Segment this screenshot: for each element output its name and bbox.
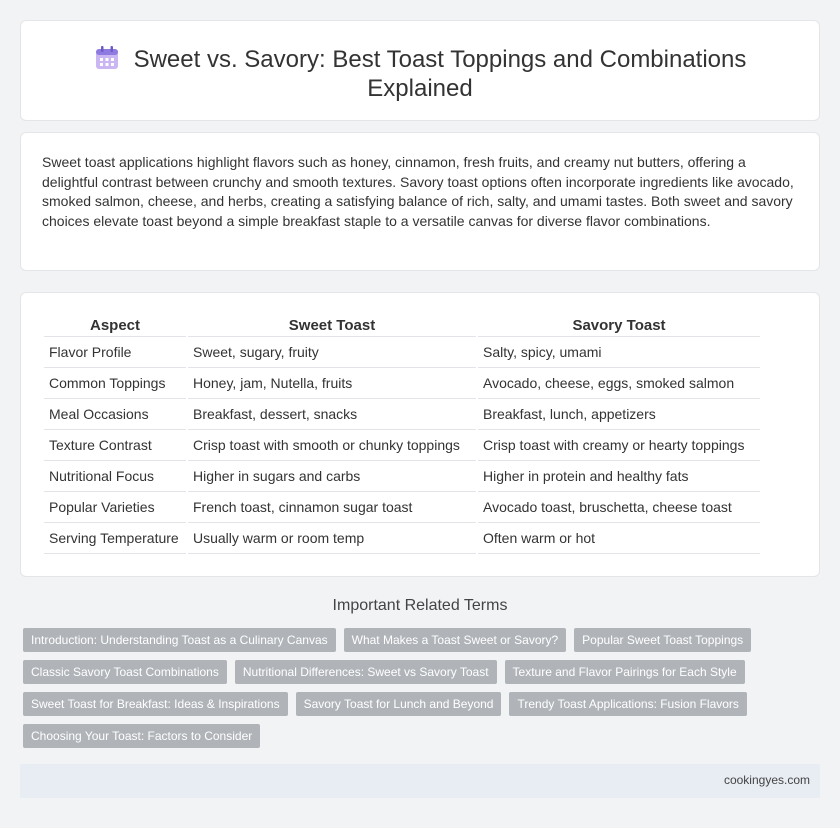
cell-savory: Often warm or hot bbox=[478, 523, 760, 554]
table-row bbox=[44, 368, 760, 399]
cell-aspect: Popular Varieties bbox=[44, 492, 186, 523]
cell-savory: Crisp toast with creamy or hearty toppings bbox=[478, 430, 760, 461]
tag-row bbox=[23, 692, 823, 716]
cell-aspect: Meal Occasions bbox=[44, 399, 186, 430]
related-term-tag[interactable]: What Makes a Toast Sweet or Savory? bbox=[344, 628, 567, 652]
cell-aspect: Flavor Profile bbox=[44, 337, 186, 368]
page-title-line2: Explained bbox=[367, 75, 473, 102]
related-term-tag[interactable]: Sweet Toast for Breakfast: Ideas & Inspirations bbox=[23, 692, 288, 716]
related-term-tag[interactable]: Texture and Flavor Pairings for Each Style bbox=[505, 660, 745, 684]
related-term-tag[interactable]: Nutritional Differences: Sweet vs Savory Toast bbox=[235, 660, 497, 684]
intro-paragraph: Sweet toast applications highlight flavors such as honey, cinnamon, fresh fruits, and creamy nut butters, offering a delightful contrast between crunchy and smooth textures. Savory toast options often incorporate ingredients like avocado, smoked salmon, cheese, and herbs, creating a satisfying balance of rich, salty, and umami tastes. Both sweet and savory choices elevate toast beyond a simple breakfast staple to a versatile canvas for diverse flavor combinations. bbox=[42, 154, 794, 229]
page-title bbox=[21, 45, 819, 103]
cell-sweet: Sweet, sugary, fruity bbox=[188, 337, 476, 368]
tag-row bbox=[23, 724, 823, 748]
cell-savory: Salty, spicy, umami bbox=[478, 337, 760, 368]
page-title-line1: Sweet vs. Savory: Best Toast Toppings and Combinations bbox=[133, 46, 747, 73]
intro-card bbox=[20, 132, 820, 271]
cell-savory: Higher in protein and healthy fats bbox=[478, 461, 760, 492]
tag-row bbox=[23, 660, 823, 684]
comparison-table bbox=[42, 315, 762, 554]
footer-site-link[interactable]: cookingyes.com bbox=[723, 773, 810, 787]
table-row bbox=[44, 337, 760, 368]
cell-aspect: Serving Temperature bbox=[44, 523, 186, 554]
related-terms-list bbox=[23, 628, 823, 756]
related-term-tag[interactable]: Trendy Toast Applications: Fusion Flavors bbox=[509, 692, 746, 716]
footer bbox=[20, 764, 820, 798]
table-row bbox=[44, 430, 760, 461]
header-savory-toast: Savory Toast bbox=[478, 315, 760, 337]
comparison-card bbox=[20, 292, 820, 577]
cell-savory: Avocado toast, bruschetta, cheese toast bbox=[478, 492, 760, 523]
table-row bbox=[44, 461, 760, 492]
related-term-tag[interactable]: Classic Savory Toast Combinations bbox=[23, 660, 227, 684]
related-term-tag[interactable]: Savory Toast for Lunch and Beyond bbox=[296, 692, 502, 716]
cell-savory: Breakfast, lunch, appetizers bbox=[478, 399, 760, 430]
tag-row bbox=[23, 628, 823, 652]
cell-sweet: Crisp toast with smooth or chunky toppings bbox=[188, 430, 476, 461]
header-aspect: Aspect bbox=[44, 315, 186, 337]
cell-sweet: Honey, jam, Nutella, fruits bbox=[188, 368, 476, 399]
cell-sweet: Usually warm or room temp bbox=[188, 523, 476, 554]
table-row bbox=[44, 492, 760, 523]
cell-aspect: Texture Contrast bbox=[44, 430, 186, 461]
cell-aspect: Common Toppings bbox=[44, 368, 186, 399]
related-term-tag[interactable]: Popular Sweet Toast Toppings bbox=[574, 628, 751, 652]
cell-sweet: Higher in sugars and carbs bbox=[188, 461, 476, 492]
table-row bbox=[44, 523, 760, 554]
cell-sweet: French toast, cinnamon sugar toast bbox=[188, 492, 476, 523]
related-term-tag[interactable]: Choosing Your Toast: Factors to Consider bbox=[23, 724, 260, 748]
table-header-row bbox=[44, 315, 760, 337]
cell-savory: Avocado, cheese, eggs, smoked salmon bbox=[478, 368, 760, 399]
cell-sweet: Breakfast, dessert, snacks bbox=[188, 399, 476, 430]
related-terms-title: Important Related Terms bbox=[332, 597, 508, 614]
table-row bbox=[44, 399, 760, 430]
header-sweet-toast: Sweet Toast bbox=[188, 315, 476, 337]
header-card bbox=[20, 20, 820, 121]
related-term-tag[interactable]: Introduction: Understanding Toast as a Culinary Canvas bbox=[23, 628, 336, 652]
cell-aspect: Nutritional Focus bbox=[44, 461, 186, 492]
